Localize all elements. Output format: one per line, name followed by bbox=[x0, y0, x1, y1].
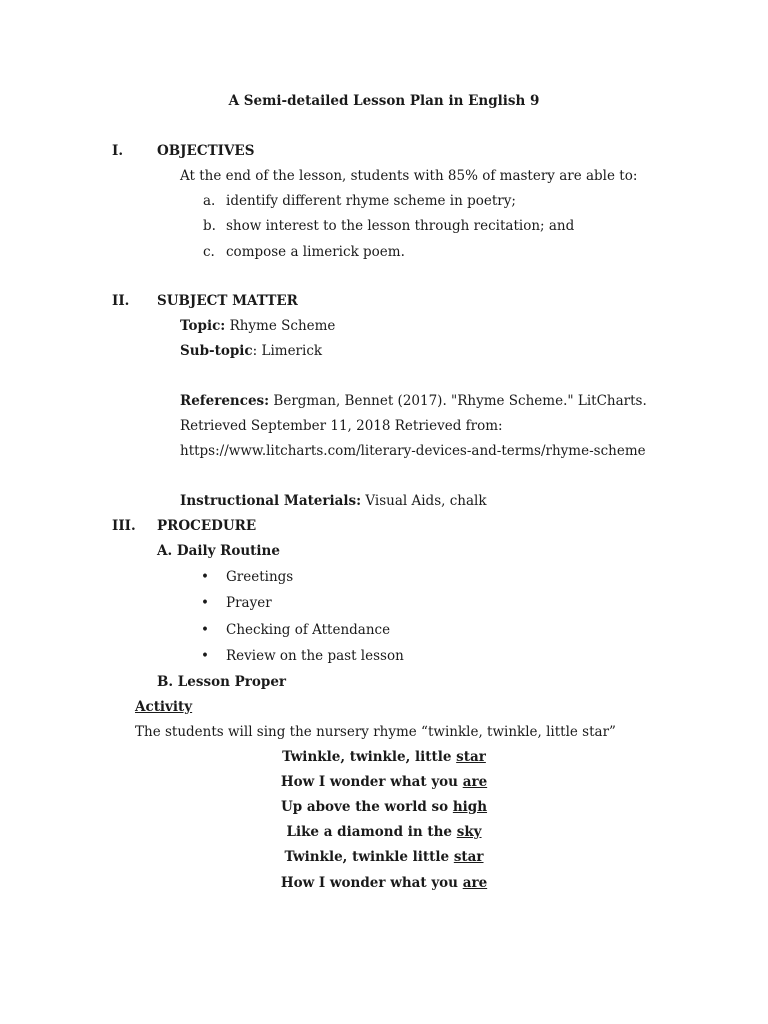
lesson-proper-heading: B. Lesson Proper bbox=[157, 674, 287, 690]
poem-line-text: How I wonder what you bbox=[280, 774, 463, 790]
document-title: A Semi-detailed Lesson Plan in English 9 bbox=[228, 93, 540, 109]
subtopic-label: Sub-topic bbox=[180, 343, 253, 359]
topic-label: Topic: bbox=[180, 318, 226, 334]
section-number-procedure: III. bbox=[112, 518, 136, 534]
poem-line bbox=[0, 874, 768, 892]
poem-line-text: Twinkle, twinkle little bbox=[284, 849, 454, 865]
objective-item: show interest to the lesson through recitation; and bbox=[226, 218, 575, 234]
poem-line-text: Like a diamond in the bbox=[286, 824, 457, 840]
poem-line-text: Twinkle, twinkle, little bbox=[282, 749, 457, 765]
references-retrieved: Retrieved September 11, 2018 Retrieved from: bbox=[180, 418, 503, 434]
rhyme-word: are bbox=[462, 774, 488, 790]
section-number-subject-matter: II. bbox=[112, 293, 130, 309]
rhyme-word: are bbox=[462, 875, 488, 891]
poem-line-text: How I wonder what you bbox=[280, 875, 463, 891]
routine-item: Prayer bbox=[226, 595, 272, 611]
subtopic-value: : Limerick bbox=[252, 343, 323, 359]
poem-line-text: Up above the world so bbox=[280, 799, 453, 815]
poem-line bbox=[0, 848, 768, 866]
subtopic-line bbox=[180, 342, 322, 360]
references-value: Bergman, Bennet (2017). "Rhyme Scheme." LitCharts. bbox=[269, 393, 647, 409]
objective-marker: c. bbox=[203, 244, 215, 260]
routine-item: Checking of Attendance bbox=[226, 622, 391, 638]
poem-line bbox=[0, 748, 768, 766]
objective-marker: b. bbox=[203, 218, 216, 234]
daily-routine-heading: A. Daily Routine bbox=[157, 543, 280, 559]
bullet-icon: • bbox=[201, 648, 209, 664]
activity-heading: Activity bbox=[135, 699, 193, 715]
rhyme-word: star bbox=[453, 849, 484, 865]
references-line bbox=[180, 392, 647, 410]
references-label: References: bbox=[180, 393, 270, 409]
references-url: https://www.litcharts.com/literary-devices-and-terms/rhyme-scheme bbox=[180, 443, 646, 459]
routine-item: Review on the past lesson bbox=[226, 648, 404, 664]
activity-text: The students will sing the nursery rhyme “twinkle, twinkle, little star” bbox=[135, 724, 616, 740]
poem-line bbox=[0, 773, 768, 791]
objective-item: compose a limerick poem. bbox=[226, 244, 405, 260]
section-number-objectives: I. bbox=[112, 143, 124, 159]
topic-value: Rhyme Scheme bbox=[225, 318, 336, 334]
materials-line bbox=[180, 492, 487, 510]
rhyme-word: high bbox=[452, 799, 488, 815]
materials-value: Visual Aids, chalk bbox=[361, 493, 487, 509]
poem-line bbox=[0, 798, 768, 816]
section-heading-subject-matter: SUBJECT MATTER bbox=[157, 293, 298, 309]
bullet-icon: • bbox=[201, 595, 209, 611]
objective-item: identify different rhyme scheme in poetry; bbox=[226, 193, 516, 209]
section-heading-objectives: OBJECTIVES bbox=[157, 143, 255, 159]
topic-line bbox=[180, 317, 335, 335]
rhyme-word: star bbox=[456, 749, 486, 765]
rhyme-word: sky bbox=[456, 824, 482, 840]
materials-label: Instructional Materials: bbox=[180, 493, 362, 509]
section-heading-procedure: PROCEDURE bbox=[157, 518, 257, 534]
objective-marker: a. bbox=[203, 193, 216, 209]
routine-item: Greetings bbox=[226, 569, 294, 585]
bullet-icon: • bbox=[201, 622, 209, 638]
objectives-intro: At the end of the lesson, students with 85% of mastery are able to: bbox=[180, 168, 638, 184]
bullet-icon: • bbox=[201, 569, 209, 585]
poem-line bbox=[0, 823, 768, 841]
